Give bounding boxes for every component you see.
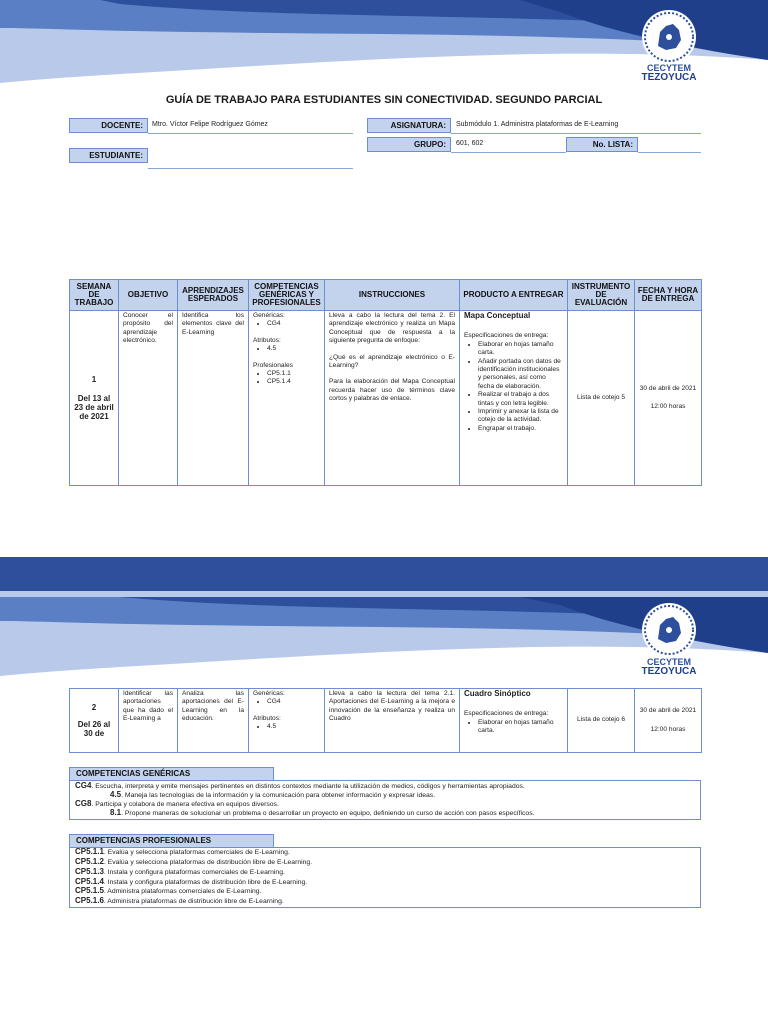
product-spec-label: Especificaciones de entrega: — [464, 332, 549, 340]
genericas-item: • CG4 — [267, 320, 320, 328]
competency-code: CP5.1.3 — [75, 867, 104, 876]
competency-code: CP5.1.4 — [75, 877, 104, 886]
instrucciones-cell — [325, 311, 460, 486]
asignatura-label: ASIGNATURA: — [367, 118, 451, 133]
genericas-line — [110, 809, 534, 818]
col-instrucciones: INSTRUCCIONES — [325, 280, 460, 311]
product-spec-label: Especificaciones de entrega: — [464, 710, 549, 718]
docente-value: Mtro. Víctor Felipe Rodríguez Gómez — [152, 121, 268, 128]
genericas-item: • CG4 — [267, 698, 320, 706]
atributos-label: Atributos: — [253, 714, 281, 722]
lista-underline — [638, 152, 701, 153]
col-fecha: FECHA Y HORA DE ENTREGA — [635, 280, 702, 311]
docente-label: DOCENTE: — [69, 118, 148, 133]
grupo-label: GRUPO: — [367, 137, 451, 152]
product-spec-item: • Elaborar en hojas tamaño carta. — [478, 341, 563, 358]
page-title: GUÍA DE TRABAJO PARA ESTUDIANTES SIN CONECTIVIDAD. SEGUNDO PARCIAL — [165, 94, 603, 106]
grupo-underline — [451, 152, 566, 153]
estudiante-underline — [148, 168, 353, 169]
genericas-line — [75, 782, 525, 791]
competency-text: . Participa y colabora de manera efectiva en equipos diversos. — [91, 801, 279, 808]
school-name-line1: CECYTEM — [646, 657, 691, 667]
genericas-label: Genéricas: — [253, 312, 285, 319]
school-name-line2: TEZOYUCA — [641, 666, 697, 677]
due-time: 12:00 horas — [650, 725, 686, 733]
due-time: 12:00 horas — [650, 403, 686, 410]
week-dates: Del 26 al 30 de — [77, 720, 111, 738]
asignatura-underline — [451, 133, 701, 134]
profesionales-line — [75, 878, 307, 887]
estudiante-label: ESTUDIANTE: — [69, 148, 148, 163]
week-cell — [70, 311, 119, 486]
genericas-heading: COMPETENCIAS GENÉRICAS — [69, 767, 274, 781]
activity-table-page2 — [69, 688, 702, 753]
profesionales-item: • CP5.1.1 — [267, 370, 320, 378]
fecha-cell — [635, 689, 702, 753]
col-producto: PRODUCTO A ENTREGAR — [460, 280, 568, 311]
week-cell — [70, 689, 119, 753]
instrumento-cell: Lista de cotejo 6 — [568, 689, 635, 753]
competency-code: CP5.1.5 — [75, 886, 104, 895]
activity-table-page1 — [69, 279, 702, 486]
profesionales-line — [75, 858, 312, 867]
week-dates: Del 13 al 23 de abril de 2021 — [74, 394, 114, 421]
producto-cell — [460, 311, 568, 486]
product-spec-item: • Realizar el trabajo a dos tintas y con letra legible. — [478, 391, 563, 408]
instrumento-cell: Lista de cotejo 5 — [568, 311, 635, 486]
profesionales-item: • CP5.1.4 — [267, 378, 320, 386]
instr-question: ¿Qué es el aprendizaje electrónico o E-Learning? — [329, 353, 455, 370]
atributos-item: • 4.5 — [267, 345, 320, 353]
product-spec-item: • Elaborar en hojas tamaño carta. — [478, 719, 563, 736]
genericas-line — [110, 791, 435, 800]
instr-paragraph: Lleva a cabo la lectura del tema 2. El aprendizaje electrónico y realiza un Mapa Conceptual que de respuesta a la siguiente pregunta de enfoque: — [329, 312, 455, 345]
objetivo-cell: Identificar las aportaciones que ha dado el E-Learning a — [119, 689, 178, 753]
product-spec-item: • Engrapar el trabajo. — [478, 425, 563, 433]
competency-text: . Instala y configura plataformas de distribución libre de E-Learning. — [103, 879, 308, 886]
product-title: Cuadro Sinóptico — [464, 689, 531, 698]
docente-underline — [148, 133, 353, 134]
table-row — [70, 689, 702, 753]
profesionales-line — [75, 887, 261, 896]
competency-text: . Evalúa y selecciona plataformas comerciales de E-Learning. — [103, 849, 290, 856]
atributos-item: • 4.5 — [267, 723, 320, 731]
due-date: 30 de abril de 2021 — [639, 707, 697, 715]
competency-text: . Propone maneras de solucionar un problema o desarrollar un proyecto en equipo, definiendo un curso de acción con pasos específicos. — [121, 810, 535, 817]
week-number: 2 — [91, 703, 97, 712]
product-spec-item: • Añadir portada con datos de identificación institucionales y personales, así como fecha de elaboración. — [478, 358, 563, 392]
profesionales-line — [75, 897, 284, 906]
school-name-line1: CECYTEM — [646, 63, 691, 73]
col-objetivo: OBJETIVO — [119, 280, 178, 311]
product-title: Mapa Conceptual — [464, 311, 531, 320]
instr-paragraph: Para la elaboración del Mapa Conceptual recuerda hacer uso de términos clave cortos y palabras de enlace. — [329, 378, 455, 403]
competencias-cell — [249, 689, 325, 753]
profesionales-heading: COMPETENCIAS PROFESIONALES — [69, 834, 274, 848]
competency-text: . Instala y configura plataformas comerciales de E-Learning. — [103, 869, 285, 876]
due-date: 30 de abril de 2021 — [639, 384, 697, 392]
competency-text: . Administra plataformas de distribución libre de E-Learning. — [103, 898, 284, 905]
fecha-cell — [635, 311, 702, 486]
lista-label: No. LISTA: — [566, 137, 638, 152]
col-semana: SEMANA DE TRABAJO — [70, 280, 119, 311]
competency-code: CP5.1.6 — [75, 896, 104, 905]
competency-text: . Evalúa y selecciona plataformas de distribución libre de E-Learning. — [103, 859, 313, 866]
competency-code: CG4 — [75, 781, 92, 790]
competency-text: . Escucha, interpreta y emite mensajes pertinentes en distintos contextos mediante la utilización de medios, códigos y herramientas apropiados. — [91, 783, 525, 790]
table-row — [70, 311, 702, 486]
competency-code: CP5.1.1 — [75, 847, 104, 856]
school-seal-icon — [640, 8, 698, 66]
aprendizajes-cell: Identifica los elementos clave del E-Learning — [178, 311, 249, 486]
competency-code: CP5.1.2 — [75, 857, 104, 866]
school-name-line2: TEZOYUCA — [641, 72, 697, 83]
col-aprendizajes: APRENDIZAJES ESPERADOS — [178, 280, 249, 311]
instrucciones-cell: Lleva a cabo la lectura del tema 2.1. Aportaciones del E-Learning a la mejora e innovación de la enseñanza y realiza un Cuadro — [325, 689, 460, 753]
competency-text: . Administra plataformas comerciales de E-Learning. — [103, 888, 262, 895]
profesionales-line — [75, 848, 290, 857]
competency-text: . Maneja las tecnologías de la información y la comunicación para obtener información y expresar ideas. — [121, 792, 436, 799]
profesionales-line — [75, 868, 285, 877]
competency-code: 4.5 — [110, 790, 122, 799]
producto-cell — [460, 689, 568, 753]
objetivo-cell: Conocer el propósito del aprendizaje electrónico. — [119, 311, 178, 486]
competencias-cell — [249, 311, 325, 486]
grupo-value: 601, 602 — [456, 140, 484, 147]
col-instrumento: INSTRUMENTO DE EVALUACIÓN — [568, 280, 635, 311]
school-seal-icon — [640, 601, 698, 659]
genericas-line — [75, 800, 279, 809]
competency-code: CG8 — [75, 799, 92, 808]
competency-code: 8.1 — [110, 808, 122, 817]
col-competencias: COMPETENCIAS GENÉRICAS Y PROFESIONALES — [249, 280, 325, 311]
product-spec-item: • Imprimir y anexar la lista de cotejo de la actividad. — [478, 408, 563, 425]
profesionales-label: Profesionales — [253, 361, 293, 369]
aprendizajes-cell: Analiza las aportaciones del E-Learning en la educación. — [178, 689, 249, 753]
genericas-label: Genéricas: — [253, 690, 285, 697]
atributos-label: Atributos: — [253, 336, 281, 344]
asignatura-value: Submódulo 1. Administra plataformas de E-Learning — [456, 121, 619, 128]
week-number: 1 — [91, 375, 97, 384]
